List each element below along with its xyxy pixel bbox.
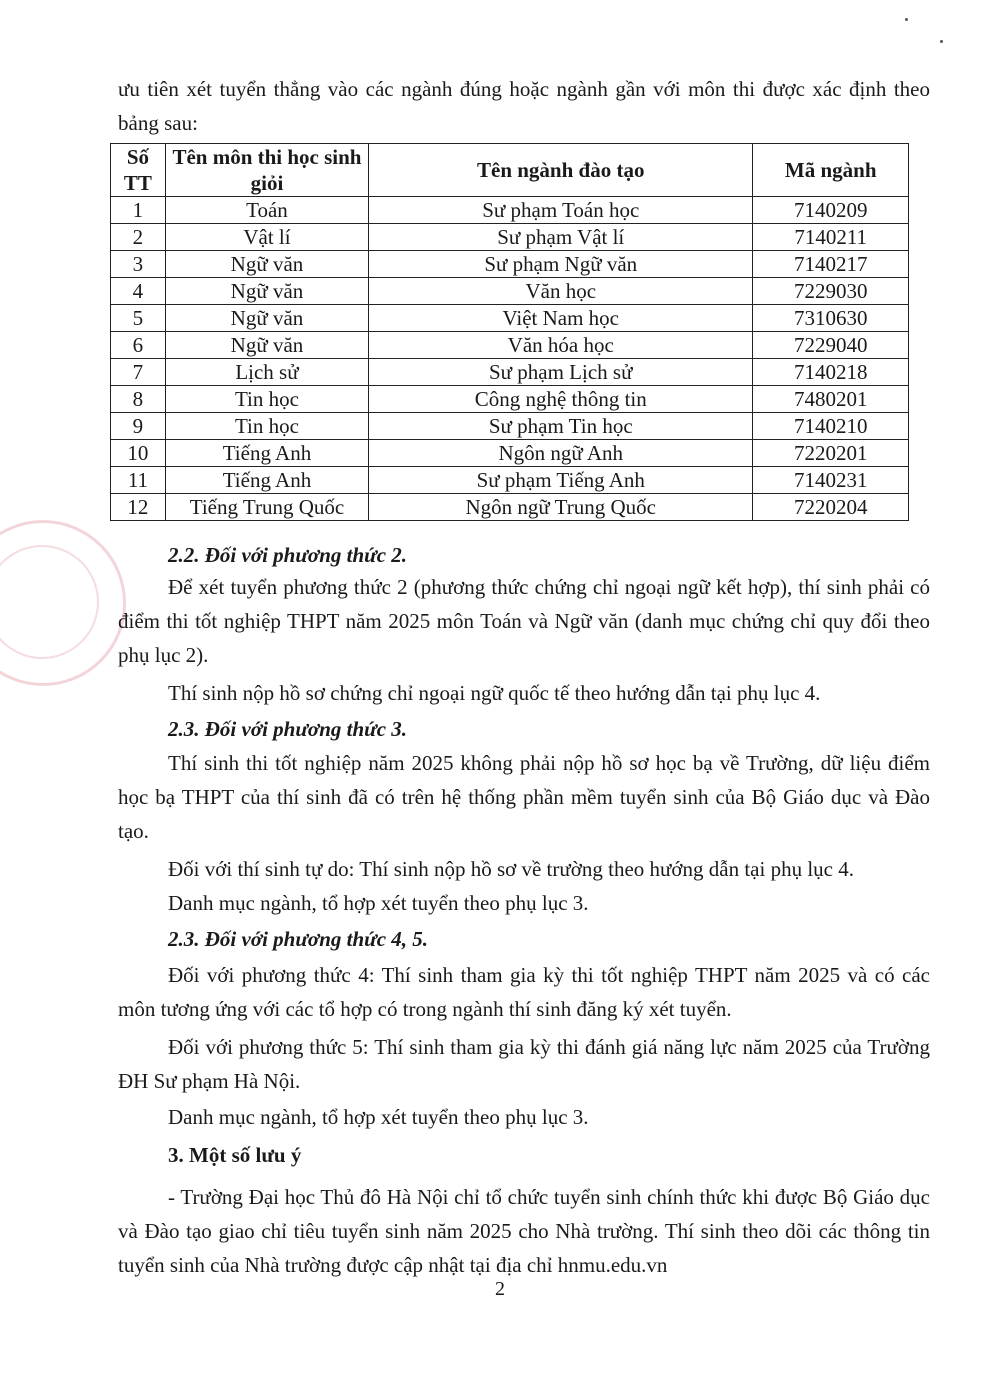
cell-code: 7140231 xyxy=(753,467,909,494)
section-3-paragraph-1: - Trường Đại học Thủ đô Hà Nội chỉ tổ chức tuyển sinh chính thức khi được Bộ Giáo dục và Đào tạo giao chỉ tiêu tuyển sinh năm 2025 cho Nhà trường. Thí sinh theo dõi các thông tin tuyển sinh của Nhà trường được cập nhật tại địa chỉ hnmu.edu.vn xyxy=(118,1185,930,1277)
cell-code: 7140217 xyxy=(753,251,909,278)
cell-subject: Vật lí xyxy=(165,224,368,251)
cell-major: Sư phạm Toán học xyxy=(369,197,753,224)
section-2-3-paragraph-2: Đối với thí sinh tự do: Thí sinh nộp hồ sơ về trường theo hướng dẫn tại phụ lục 4. xyxy=(168,857,854,881)
section-2-2-paragraph-2: Thí sinh nộp hồ sơ chứng chỉ ngoại ngữ quốc tế theo hướng dẫn tại phụ lục 4. xyxy=(168,681,821,705)
cell-major: Công nghệ thông tin xyxy=(369,386,753,413)
table-row xyxy=(111,305,909,332)
cell-major: Ngôn ngữ Trung Quốc xyxy=(369,494,753,521)
scan-speck xyxy=(905,18,908,21)
cell-subject: Ngữ văn xyxy=(165,251,368,278)
header-subject: Tên môn thi học sinh giỏi xyxy=(165,144,368,197)
section-3-title: 3. Một số lưu ý xyxy=(168,1143,302,1167)
cell-code: 7220201 xyxy=(753,440,909,467)
cell-major: Văn hóa học xyxy=(369,332,753,359)
cell-major: Sư phạm Lịch sử xyxy=(369,359,753,386)
table-header-row xyxy=(111,144,909,197)
cell-code: 7140210 xyxy=(753,413,909,440)
section-2-4-title: 2.3. Đối với phương thức 4, 5. xyxy=(168,927,429,951)
cell-stt: 4 xyxy=(111,278,166,305)
cell-subject: Tin học xyxy=(165,386,368,413)
table-row xyxy=(111,467,909,494)
cell-code: 7140218 xyxy=(753,359,909,386)
cell-stt: 7 xyxy=(111,359,166,386)
red-seal-stamp xyxy=(0,520,126,686)
cell-stt: 10 xyxy=(111,440,166,467)
header-major: Tên ngành đào tạo xyxy=(369,144,753,197)
cell-code: 7310630 xyxy=(753,305,909,332)
cell-subject: Ngữ văn xyxy=(165,278,368,305)
page-number: 2 xyxy=(495,1278,505,1300)
cell-major: Sư phạm Vật lí xyxy=(369,224,753,251)
table-row xyxy=(111,251,909,278)
cell-code: 7220204 xyxy=(753,494,909,521)
table-row xyxy=(111,386,909,413)
table-row xyxy=(111,413,909,440)
table-row xyxy=(111,278,909,305)
section-2-3-paragraph-3: Danh mục ngành, tổ hợp xét tuyển theo phụ lục 3. xyxy=(168,891,589,915)
cell-stt: 6 xyxy=(111,332,166,359)
cell-code: 7140209 xyxy=(753,197,909,224)
cell-subject: Lịch sử xyxy=(165,359,368,386)
section-2-3-title: 2.3. Đối với phương thức 3. xyxy=(168,717,408,741)
cell-major: Sư phạm Ngữ văn xyxy=(369,251,753,278)
cell-code: 7229030 xyxy=(753,278,909,305)
scan-speck xyxy=(940,40,943,43)
section-2-2-paragraph-1: Để xét tuyển phương thức 2 (phương thức chứng chỉ ngoại ngữ kết hợp), thí sinh phải có điểm thi tốt nghiệp THPT năm 2025 môn Toán và Ngữ văn (danh mục chứng chỉ quy đổi theo phụ lục 2). xyxy=(118,575,930,667)
cell-stt: 11 xyxy=(111,467,166,494)
cell-major: Sư phạm Tiếng Anh xyxy=(369,467,753,494)
cell-subject: Toán xyxy=(165,197,368,224)
cell-stt: 12 xyxy=(111,494,166,521)
subject-major-table xyxy=(110,143,909,521)
cell-major: Việt Nam học xyxy=(369,305,753,332)
cell-stt: 8 xyxy=(111,386,166,413)
header-code: Mã ngành xyxy=(753,144,909,197)
intro-paragraph: ưu tiên xét tuyển thẳng vào các ngành đúng hoặc ngành gần với môn thi được xác định theo bảng sau: xyxy=(118,77,930,135)
table-row xyxy=(111,197,909,224)
header-stt: Số TT xyxy=(111,144,166,197)
cell-subject: Ngữ văn xyxy=(165,305,368,332)
table-row xyxy=(111,224,909,251)
cell-stt: 9 xyxy=(111,413,166,440)
cell-code: 7140211 xyxy=(753,224,909,251)
cell-stt: 3 xyxy=(111,251,166,278)
table-row xyxy=(111,359,909,386)
cell-major: Ngôn ngữ Anh xyxy=(369,440,753,467)
cell-subject: Tiếng Trung Quốc xyxy=(165,494,368,521)
cell-subject: Tiếng Anh xyxy=(165,440,368,467)
table-row xyxy=(111,494,909,521)
section-2-4-paragraph-2: Đối với phương thức 5: Thí sinh tham gia kỳ thi đánh giá năng lực năm 2025 của Trường ĐH Sư phạm Hà Nội. xyxy=(118,1035,930,1093)
cell-stt: 1 xyxy=(111,197,166,224)
table-row xyxy=(111,440,909,467)
cell-major: Văn học xyxy=(369,278,753,305)
cell-subject: Tiếng Anh xyxy=(165,467,368,494)
section-2-2-title: 2.2. Đối với phương thức 2. xyxy=(168,543,408,567)
cell-code: 7229040 xyxy=(753,332,909,359)
cell-subject: Tin học xyxy=(165,413,368,440)
section-2-3-paragraph-1: Thí sinh thi tốt nghiệp năm 2025 không phải nộp hồ sơ học bạ về Trường, dữ liệu điểm học bạ THPT của thí sinh đã có trên hệ thống phần mềm tuyển sinh của Bộ Giáo dục và Đào tạo. xyxy=(118,751,930,843)
section-2-4-paragraph-3: Danh mục ngành, tổ hợp xét tuyển theo phụ lục 3. xyxy=(168,1105,589,1129)
table-row xyxy=(111,332,909,359)
cell-major: Sư phạm Tin học xyxy=(369,413,753,440)
cell-subject: Ngữ văn xyxy=(165,332,368,359)
cell-stt: 2 xyxy=(111,224,166,251)
section-2-4-paragraph-1: Đối với phương thức 4: Thí sinh tham gia kỳ thi tốt nghiệp THPT năm 2025 và có các môn tương ứng với các tổ hợp có trong ngành thí sinh đăng ký xét tuyển. xyxy=(118,963,930,1021)
cell-code: 7480201 xyxy=(753,386,909,413)
cell-stt: 5 xyxy=(111,305,166,332)
